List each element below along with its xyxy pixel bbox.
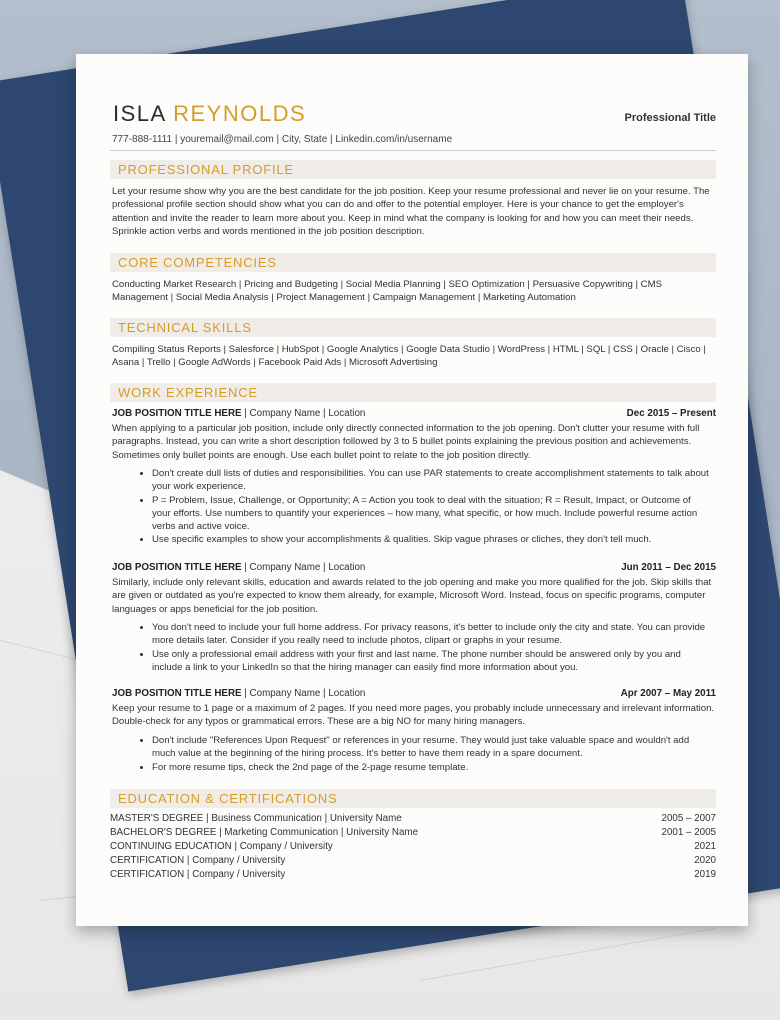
job-meta: | Company Name | Location	[241, 562, 366, 573]
education-row	[110, 840, 716, 854]
job-dates: Jun 2011 – Dec 2015	[621, 562, 716, 573]
section-title: EDUCATION & CERTIFICATIONS	[118, 791, 338, 806]
job-bullets	[112, 467, 712, 547]
section-header-skills	[110, 318, 716, 337]
first-name: ISLA	[113, 101, 166, 126]
profile-text: Let your resume show why you are the best candidate for the job position. Keep your resume professional and never lie on your resume. The professional profile section should show what you can do and offer to the potential employer. Here is your chance to get the employer's attention and invite the reader to learn more about you. Keep in mind what the company is looking for and how you can meet their needs. Sprinkle action verbs and words mentioned in the job position description.	[112, 186, 710, 237]
bullet-item: • Don't include "References Upon Request" or references in your resume. They would just take valuable space and wouldn't add much value at the beginning of the hiring process. It's better to have them ready in a spare document.	[152, 734, 712, 761]
section-header-experience	[110, 383, 716, 402]
bullet-item: • You don't need to include your full home address. For privacy reasons, it's better to include only the city and state. You can provide more details later. Consider if you really need to include photos, clipart or graphs in your resume.	[152, 621, 712, 648]
resume-page	[76, 54, 748, 926]
contact-line: 777-888-1111 | youremail@mail.com | City, State | Linkedin.com/in/username	[112, 134, 453, 145]
job-header	[112, 408, 716, 422]
education-year: 2001 – 2005	[661, 827, 716, 838]
bullet-item: • Don't create dull lists of duties and responsibilities. You can use PAR statements to create accomplishment statements to talk about your work experience.	[152, 467, 712, 494]
education-text: CERTIFICATION | Company / University	[110, 855, 286, 866]
bullet-item: • P = Problem, Issue, Challenge, or Opportunity; A = Action you took to deal with the situation; R = Result, Impact, or Outcome of your efforts. Use numbers to quantify your experiences – how many, what specific, or how much. Include powerful resume action verbs and active voice.	[152, 494, 712, 534]
competencies-text: Conducting Market Research | Pricing and Budgeting | Social Media Planning | SEO Optimization | Persuasive Copywriting | CMS Management | Social Media Analysis | Project Management | Campaign Management | Marketing Automation	[112, 279, 662, 304]
education-year: 2021	[694, 841, 716, 852]
job-meta: | Company Name | Location	[241, 408, 366, 419]
education-row	[110, 854, 716, 868]
section-header-competencies	[110, 253, 716, 272]
bullet-item: • Use only a professional email address with your first and last name. The phone number should be answered only by you and include a link to your LinkedIn so that the hiring manager can easily find more information about you.	[152, 648, 712, 675]
job-dates: Dec 2015 – Present	[626, 408, 716, 419]
last-name: REYNOLDS	[173, 101, 307, 126]
job-title: JOB POSITION TITLE HERE	[112, 408, 242, 419]
job-summary: When applying to a particular job position, include only directly connected information to the job opening. Don't clutter your resume with full paragraphs. Instead, you can write a short description followed by 3 to 5 bullet points explaining the previous position and achievements. Sometimes only bullet points are enough. Use each bullet point to relate to the job position directly.	[112, 423, 700, 461]
education-text: CERTIFICATION | Company / University	[110, 869, 286, 880]
education-row	[110, 812, 716, 826]
bullet-item: • Use specific examples to show your accomplishments & qualities. Skip vague phrases or cliches, they don't tell much.	[152, 533, 712, 546]
resume-name	[113, 101, 306, 127]
professional-title: Professional Title	[624, 112, 716, 124]
education-row	[110, 826, 716, 840]
education-row	[110, 868, 716, 882]
section-title: PROFESSIONAL PROFILE	[118, 162, 294, 177]
job-bullets	[112, 734, 712, 774]
job-summary: Similarly, include only relevant skills, education and awards related to the job opening and make you more qualified for the job. Skip skills that are given or outdated as you're expected to know them already, for example, Microsoft Word. Instead, focus on specific programs, computer languages or apps beneficial for the job position.	[112, 577, 712, 615]
education-year: 2005 – 2007	[661, 813, 716, 824]
section-title: WORK EXPERIENCE	[118, 385, 258, 400]
job-header	[112, 562, 716, 576]
education-text: BACHELOR'S DEGREE | Marketing Communication | University Name	[110, 827, 419, 838]
section-title: TECHNICAL SKILLS	[118, 320, 252, 335]
header-divider	[110, 150, 716, 151]
education-text: CONTINUING EDUCATION | Company / University	[110, 841, 333, 852]
education-text: MASTER'S DEGREE | Business Communication | University Name	[110, 813, 402, 824]
job-title: JOB POSITION TITLE HERE	[112, 562, 242, 573]
bullet-item: • For more resume tips, check the 2nd page of the 2-page resume template.	[152, 761, 712, 774]
section-header-education	[110, 789, 716, 808]
education-year: 2020	[694, 855, 716, 866]
job-bullets	[112, 621, 712, 674]
education-year: 2019	[694, 869, 716, 880]
job-title: JOB POSITION TITLE HERE	[112, 688, 242, 699]
job-dates: Apr 2007 – May 2011	[620, 688, 716, 699]
job-header	[112, 688, 716, 702]
section-header-profile	[110, 160, 716, 179]
job-summary: Keep your resume to 1 page or a maximum of 2 pages. If you need more pages, you probably include unnecessary and irrelevant information. Double-check for any typos or grammatical errors. These are a big NO for many hiring managers.	[112, 703, 715, 728]
skills-text: Compiling Status Reports | Salesforce | HubSpot | Google Analytics | Google Data Studio | WordPress | HTML | SQL | CSS | Oracle | Cisco | Asana | Trello | Google AdWords | Facebook Paid Ads | Microsoft Advertising	[112, 344, 706, 369]
job-meta: | Company Name | Location	[241, 688, 366, 699]
section-title: CORE COMPETENCIES	[118, 255, 277, 270]
